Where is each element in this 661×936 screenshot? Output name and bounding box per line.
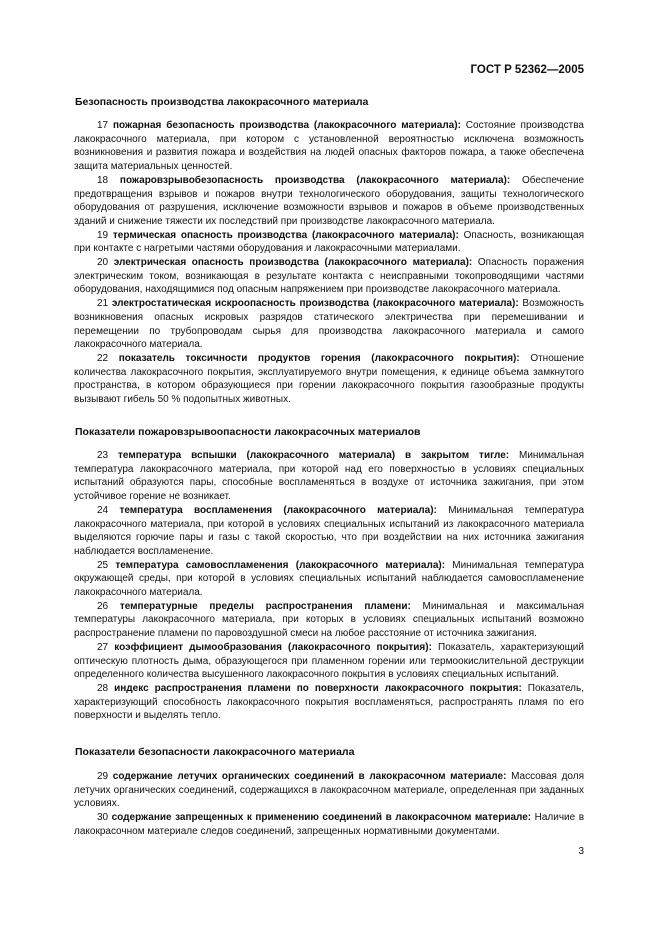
entry-definition: Опасность поражения электрическим током, возникающая в результате контакта с неисправными токопроводящими частями оборудования, находящимися под опасным напряжением при производстве лакокрасочного материала. xyxy=(74,257,584,296)
entry-term: температура самовоспламенения (лакокрасочного материала): xyxy=(115,559,446,571)
entry-term: электрическая опасность производства (лакокрасочного материала): xyxy=(113,257,473,269)
entry-number: 26 xyxy=(97,600,109,612)
entry-definition: Минимальная температура окружающей среды, при которой в условиях специальных испытаний наблюдается самовоспламенение лакокрасочного материала. xyxy=(74,559,584,599)
entry-number: 25 xyxy=(97,559,109,571)
entry-20 xyxy=(74,256,584,297)
entry-23 xyxy=(74,449,584,504)
entry-number: 27 xyxy=(97,641,109,653)
entry-term: содержание летучих органических соединений в лакокрасочном материале: xyxy=(112,771,507,782)
entry-21 xyxy=(74,297,584,352)
entry-19 xyxy=(74,229,584,256)
section-material-safety-indicators xyxy=(75,746,584,758)
entry-number: 24 xyxy=(97,504,109,516)
entry-28 xyxy=(74,682,584,723)
entry-term: показатель токсичности продуктов горения (лакокрасочного покрытия): xyxy=(118,352,520,364)
entry-26 xyxy=(74,600,584,641)
entry-number: 28 xyxy=(97,682,109,694)
entry-term: температура воспламенения (лакокрасочного материала): xyxy=(119,504,437,516)
section-heading: Безопасность производства лакокрасочного материала xyxy=(75,96,369,108)
entry-22 xyxy=(74,352,584,407)
entry-24 xyxy=(74,504,584,559)
entry-17 xyxy=(74,119,584,174)
section-heading: Показатели безопасности лакокрасочного материала xyxy=(75,746,355,758)
entry-29 xyxy=(74,770,584,811)
entry-number: 21 xyxy=(97,298,109,310)
section-heading: Показатели пожаровзрывоопасности лакокрасочных материалов xyxy=(75,426,421,438)
entry-definition: Возможность возникновения опасных искровых разрядов статического электричества при перемешивании и перемещении по трубопроводам сырья для производства лакокрасочного материала и самого лакокрасочного материала. xyxy=(74,298,585,351)
entry-term: электростатическая искроопасность производства (лакокрасочного материала): xyxy=(111,298,519,310)
entry-definition: Минимальная температура лакокрасочного материала, при которой над его поверхностью в условиях специальных испытаний образуются пары, способные воспламеняться в воздухе от источника зажигания, при этом устойчивое горение не возникает. xyxy=(74,450,585,503)
entry-term: температурные пределы распространения пламени: xyxy=(119,600,411,612)
entry-number: 17 xyxy=(97,120,109,131)
entry-definition: Минимальная и максимальная температуры лакокрасочного материала, при которых в условиях специальных испытаний возможно распространение пламени по паровоздушной смеси на любое расстояние от источника зажигания. xyxy=(74,600,584,640)
entry-definition: Обеспечение предотвращения взрывов и пожаров внутри технологического оборудования, защиты технологического оборудования от разрушения, исключение возможности взрывов и пожаров в объеме производственных зданий и снижение тяжести их последствий при производстве лакокрасочного материала. xyxy=(74,174,585,227)
entry-number: 19 xyxy=(97,229,109,241)
entry-term: содержание запрещенных к применению соединений в лакокрасочном материале: xyxy=(111,812,532,824)
entry-term: пожаровзрывобезопасность производства (лакокрасочного материала): xyxy=(119,174,511,186)
entry-25 xyxy=(74,559,584,600)
entry-term: температура вспышки (лакокрасочного материала) в закрытом тигле: xyxy=(118,450,510,461)
entry-number: 22 xyxy=(97,352,109,364)
entry-term: коэффициент дымообразования (лакокрасочного покрытия): xyxy=(114,641,432,653)
entry-definition: Массовая доля летучих органических соединений, содержащихся в лакокрасочном материале, определенная при заданных условиях. xyxy=(74,771,584,810)
entry-definition: Минимальная температура лакокрасочного материала, при которой в условиях специальных испытаний из лакокрасочного материала выделяются горючие пары и газы с такой скоростью, что при воздействии на них источника зажигания наблюдается воспламенение. xyxy=(74,504,585,557)
entry-18 xyxy=(74,174,584,229)
entry-number: 18 xyxy=(97,174,109,186)
entry-term: пожарная безопасность производства (лакокрасочного материала): xyxy=(113,120,461,131)
entry-number: 30 xyxy=(97,812,109,824)
section-fire-hazard-indicators xyxy=(75,426,584,438)
entry-term: термическая опасность производства (лакокрасочного материала): xyxy=(112,229,459,241)
entry-number: 29 xyxy=(97,771,109,782)
entry-definition: Наличие в лакокрасочном материале следов соединений, запрещенных нормативными документами. xyxy=(74,812,585,837)
entry-list xyxy=(74,449,584,723)
entry-definition: Состояние производства лакокрасочного материала, при котором с установленной вероятностью исключена возможность возникновения и развития пожара и воздействия на людей опасных факторов пожара, а также обеспечена защита материальных ценностей. xyxy=(74,120,584,173)
page-number: 3 xyxy=(578,846,584,857)
entry-30 xyxy=(74,811,584,838)
entry-list xyxy=(74,119,584,407)
entry-definition: Показатель, характеризующий оптическую плотность дыма, образующегося при пламенном горении или термоокислительной деструкции определенного количества высушенного лакокрасочного покрытия в условиях специальных испытаний. xyxy=(74,641,584,681)
section-production-safety xyxy=(75,96,584,108)
entry-list xyxy=(74,770,584,839)
entry-definition: Показатель, характеризующий способность лакокрасочного покрытия воспламеняться, распространять пламя по его поверхности и выделять тепло. xyxy=(74,682,584,722)
entry-27 xyxy=(74,641,584,682)
entry-term: индекс распространения пламени по поверхности лакокрасочного покрытия: xyxy=(114,682,522,694)
entry-definition: Отношение количества лакокрасочного покрытия, эксплуатируемого внутри помещения, к единице объема замкнутого пространства, в котором образующиеся при горении лакокрасочного покрытия газообразные продукты вызывают гибель 50 % подопытных животных. xyxy=(74,352,585,406)
entry-definition: Опасность, возникающая при контакте с нагретыми частями оборудования и лакокрасочными материалами. xyxy=(74,229,585,255)
entry-number: 20 xyxy=(97,257,109,269)
document-id: ГОСТ Р 52362—2005 xyxy=(470,64,584,76)
entry-number: 23 xyxy=(97,450,109,461)
